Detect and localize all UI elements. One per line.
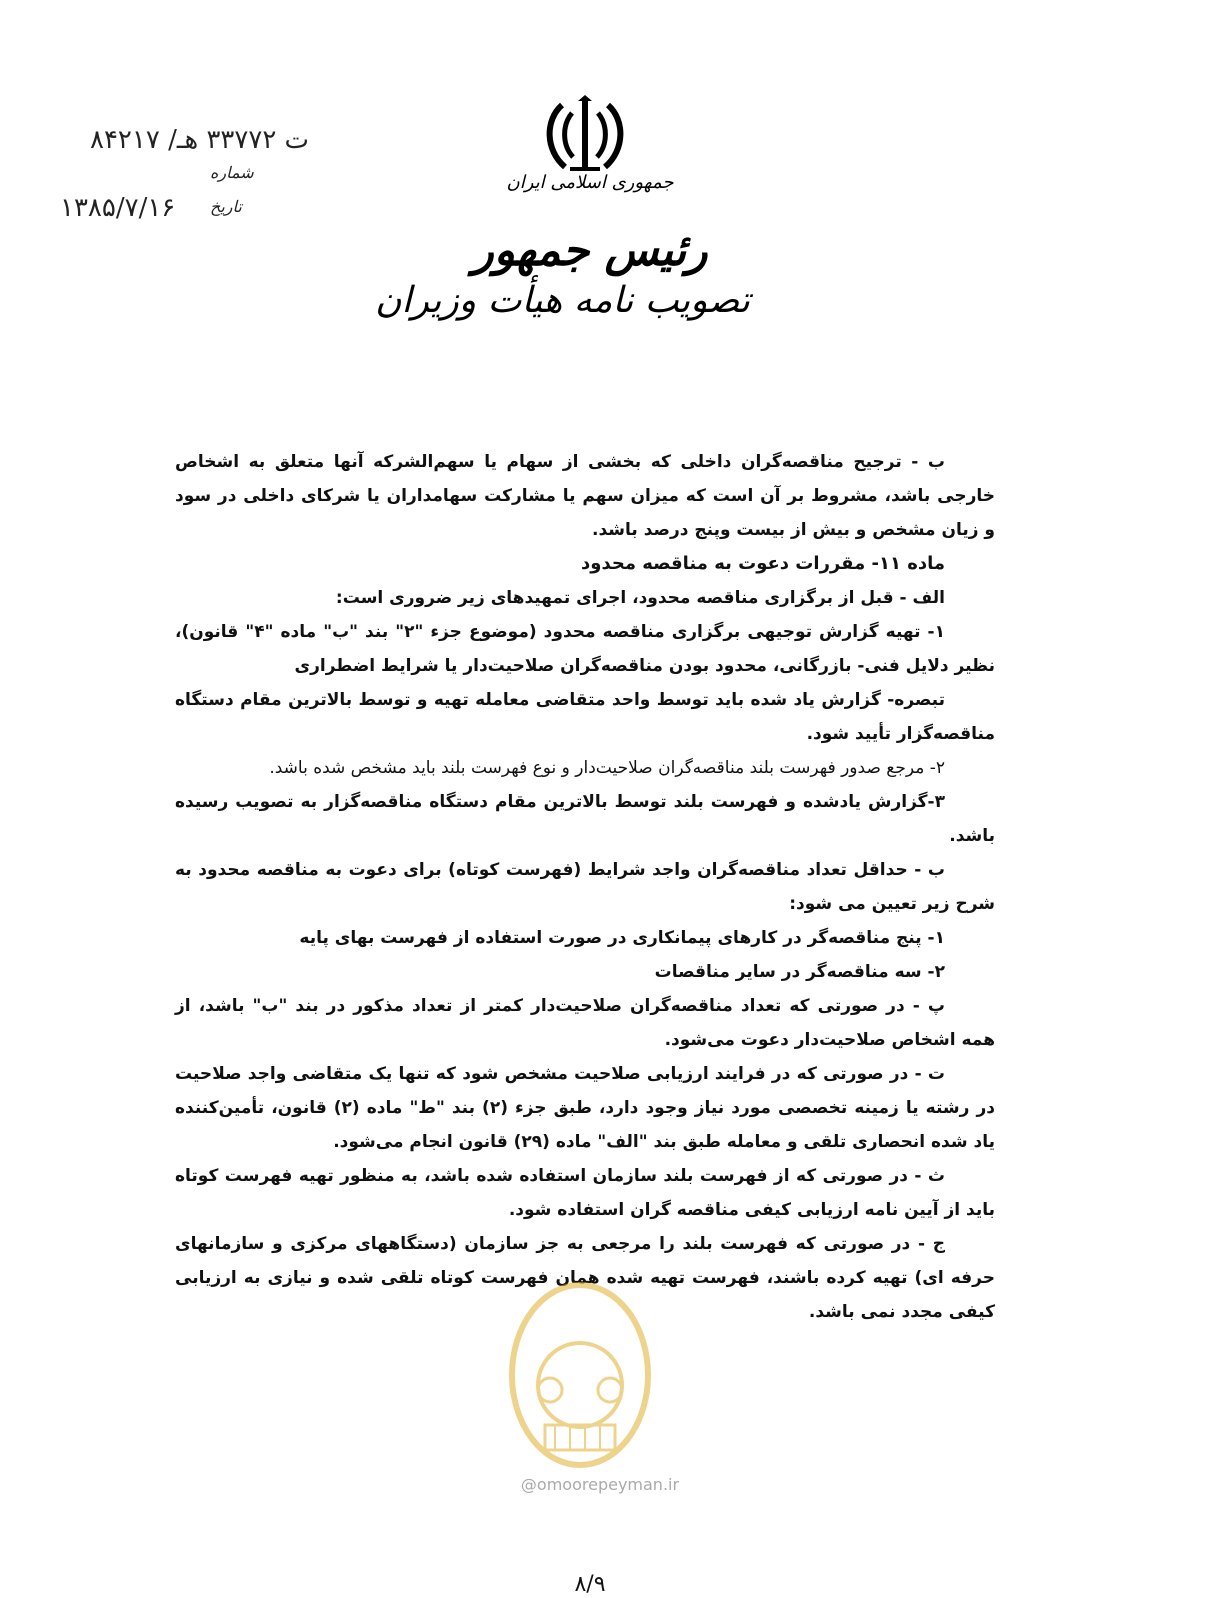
letter-number: ۸۴۲۱۷ /ت ۳۳۷۷۲ هـ	[90, 125, 310, 155]
letter-date: ۱۳۸۵/۷/۱۶	[60, 193, 176, 223]
list-item: ۲- سه مناقصه‌گر در سایر مناقصات	[654, 962, 945, 982]
page-number: ۸/۹	[574, 1572, 606, 1597]
office-title: رئیس جمهور	[472, 225, 708, 276]
paragraph: پ - در صورتی که تعداد مناقصه‌گران صلاحیت‌دار کمتر از تعداد مذکور در بند "ب" باشد، از همه اشخاص صلاحیت‌دار دعوت می‌شود.	[175, 996, 995, 1050]
iran-emblem-icon	[540, 95, 630, 175]
paragraph: ت - در صورتی که در فرایند ارزیابی صلاحیت مشخص شود که تنها یک متقاضی واجد صلاحیت در رشته یا زمینه تخصصی مورد نیاز وجود دارد، طبق جزء (۲) بند "ط" ماده (۲) قانون، تأمین‌کننده یاد شده انحصاری تلقی و معامله طبق بند "الف" ماده (۲۹) قانون انجام می‌شود.	[175, 1064, 995, 1152]
watermark-logo-icon	[505, 1275, 655, 1470]
document-type: تصویب نامه هیأت وزیران	[375, 280, 750, 321]
watermark-text: @omoorepeyman.ir	[520, 1475, 680, 1494]
number-label: شماره	[210, 163, 254, 182]
country-name: جمهوری اسلامی ایران	[506, 172, 674, 193]
document-body	[175, 445, 995, 1329]
paragraph: ب - حداقل تعداد مناقصه‌گران واجد شرایط (فهرست کوتاه) برای دعوت به مناقصه محدود به شرح زیر تعیین می شود:	[175, 860, 995, 914]
paragraph: ب - ترجیح مناقصه‌گران داخلی که بخشی از سهام یا سهم‌الشرکه آنها متعلق به اشخاص خارجی باشد، مشروط بر آن است که میزان سهم یا مشارکت سهامداران یا شرکای داخلی در سود و زیان مشخص و بیش از بیست وپنج درصد باشد.	[175, 452, 995, 540]
paragraph: ج - در صورتی که فهرست بلند را مرجعی به جز سازمان (دستگاههای مرکزی و سازمانهای حرفه ای) تهیه کرده باشند، فهرست تهیه شده همان فهرست کوتاه تلقی شده و نیازی به ارزیابی کیفی مجدد نمی باشد.	[175, 1234, 995, 1322]
list-item: ۱- پنج مناقصه‌گر در کارهای پیمانکاری در صورت استفاده از فهرست بهای پایه	[299, 928, 945, 948]
paragraph: ۳-گزارش یادشده و فهرست بلند توسط بالاترین مقام دستگاه مناقصه‌گزار به تصویب رسیده باشد.	[175, 792, 995, 846]
paragraph: الف - قبل از برگزاری مناقصه محدود، اجرای تمهیدهای زیر ضروری است:	[335, 588, 945, 608]
paragraph: ۱- تهیه گزارش توجیهی برگزاری مناقصه محدود (موضوع جزء "۲" بند "ب" ماده "۴" قانون)، نظیر دلایل فنی- بازرگانی، محدود بودن مناقصه‌گران صلاحیت‌دار یا شرایط اضطراری	[175, 622, 995, 676]
date-label: تاریخ	[210, 197, 242, 216]
paragraph: ۲- مرجع صدور فهرست بلند مناقصه‌گران صلاحیت‌دار و نوع فهرست بلند باید مشخص شده باشد.	[269, 758, 945, 778]
article-heading: ماده ۱۱- مقررات دعوت به مناقصه محدود	[581, 553, 945, 574]
paragraph: ث - در صورتی که از فهرست بلند سازمان استفاده شده باشد، به منظور تهیه فهرست کوتاه باید از آیین نامه ارزیابی کیفی مناقصه گران استفاده شود.	[175, 1166, 995, 1220]
paragraph: تبصره- گزارش یاد شده باید توسط واحد متقاضی معامله تهیه و توسط بالاترین مقام دستگاه مناقصه‌گزار تأیید شود.	[175, 690, 995, 744]
